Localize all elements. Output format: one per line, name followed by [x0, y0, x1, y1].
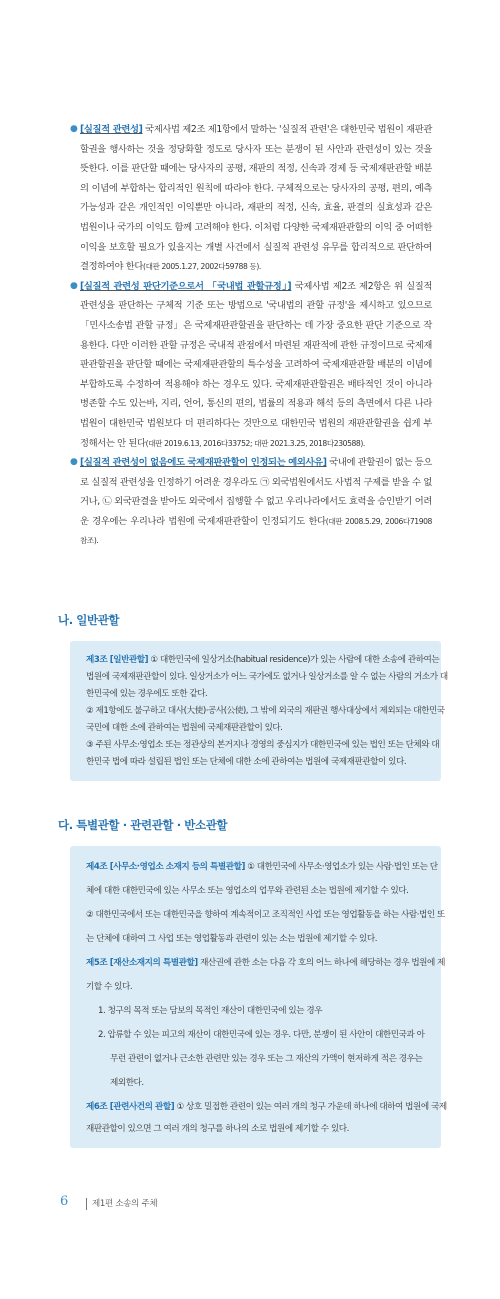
statute-line: 무런 관련이 없거나 근소한 관련만 있는 경우 또는 그 재산의 가액이 현저하게 적은 경우는: [110, 1054, 423, 1064]
statute-line: 국민에 대한 소에 관하여는 법원에 국제재판관할이 있다.: [86, 723, 283, 733]
statute-line: ③ 주된 사무소·영업소 또는 정관상의 본거지나 경영의 중심지가 대한민국에 있는 법인 또는 단체와 대: [86, 740, 440, 750]
statute-box-general: [70, 641, 448, 781]
statute-line: ② 제1항에도 불구하고 대사(大使)·공사(公使), 그 밖에 외국의 재판권 행사대상에서 제외되는 대한민국: [86, 706, 445, 716]
bullet-dot-icon: ●: [70, 124, 78, 134]
section-title-special-jurisdiction: 다. 특별관할 · 관련관할 · 반소관할: [58, 818, 228, 832]
footer-part-title: 제1편 소송의 주체: [92, 1199, 158, 1209]
article-heading: 제4조 [사무소·영업소 소재지 등의 특별관할]: [86, 862, 245, 872]
statute-line: 법원에 국제재판관할이 있다. 일상거소가 어느 국가에도 없거나 일상거소를 알 수 없는 사람의 거소가 대: [86, 672, 448, 682]
page-number: 6: [60, 1194, 69, 1209]
section-title-general-jurisdiction: 나. 일반관할: [58, 613, 120, 627]
bullet-text: 국제사법 제2조 제2항은 위 실질적 관련성을 판단하는 구체적 기준 또는 방법으로 '국내법의 관할 규정'을 제시하고 있으므로 「민사소송법 관할 규정」은 국제재판관할권을 판단하는 데 가장 중요한 판단 기준으로 작용한다. 다만 이러한 관할 규정은 국내적 관점에서 마련된 재판적에 관한 규정이므로 국제재판관할권을 판단할 때에는 국제재판관할의 특수성을 고려하여 국제재판관할 배분의 이념에 부합하도록 수정하여 적용해야 하는 경우도 있다. 국제재판관할권은 배타적인 것이 아니라 병존할 수도 있는바, 지리, 언어, 통신의 편의, 법률의 적용과 해석 등의 측면에서 다른 나라 법원이 대한민국 법원보다 더 편리하다는 것만으로 대한민국 법원의 재판관할권을 쉽게 부정해서는 안 된다: [80, 280, 432, 449]
bullet-tag: [실질적 관련성이 없음에도 국제재판관할이 인정되는 예외사유]: [80, 457, 327, 469]
statute-line: 제5조 [재산소재지의 특별관할] 재산권에 관한 소는 다음 각 호의 어느 하나에 해당하는 경우 법원에 제: [86, 958, 446, 968]
statute-line: ② 대한민국에서 또는 대한민국을 향하여 계속적이고 조직적인 사업 또는 영업활동을 하는 사람·법인 또: [86, 910, 445, 920]
statute-line: 는 단체에 대하여 그 사업 또는 영업활동과 관련이 있는 소는 법원에 제기할 수 있다.: [86, 934, 378, 944]
statute-line: 한민국에 있는 경우에도 또한 같다.: [86, 689, 208, 699]
bullet-item-domestic-rules: [70, 277, 432, 453]
case-reference: (대판 2008.5.29, 2006다71908 참조).: [80, 516, 432, 546]
article-heading: 제5조 [재산소재지의 특별관할]: [86, 958, 198, 968]
statute-line: 한민국 법에 따라 설립된 법인 또는 단체에 대한 소에 관하여는 법원에 국제재판관할이 있다.: [86, 757, 407, 767]
statute-line: 제3조 [일반관할] ① 대한민국에 일상거소(habitual residence)가 있는 사람에 대한 소송에 관하여는: [86, 655, 440, 665]
statute-line: 제외한다.: [110, 1078, 144, 1088]
bullet-item-substantial-relation: [70, 120, 432, 277]
statute-line: 1. 청구의 목적 또는 담보의 목적인 재산이 대한민국에 있는 경우: [98, 1006, 323, 1016]
bullet-tag: [실질적 관련성]: [80, 124, 143, 135]
bullet-dot-icon: ●: [70, 280, 78, 291]
statute-line: 제4조 [사무소·영업소 소재지 등의 특별관할] ① 대한민국에 사무소·영업소가 있는 사람·법인 또는 단: [86, 862, 438, 872]
statute-line: 제6조 [관련사건의 관할] ① 상호 밀접한 관련이 있는 여러 개의 청구 가운데 하나에 대하여 법원에 국제: [86, 1102, 447, 1112]
case-reference: (대판 2005.1.27, 2002다59788 등).: [143, 262, 261, 272]
article-heading: 제3조 [일반관할]: [86, 655, 149, 665]
statute-line: 체에 대한 대한민국에 있는 사무소 또는 영업소의 업무와 관련된 소는 법원에 제기할 수 있다.: [86, 886, 409, 896]
bullet-text: 국제사법 제2조 제1항에서 말하는 '실질적 관련'은 대한민국 법원이 재판관할권을 행사하는 것을 정당화할 정도로 당사자 또는 분쟁이 된 사안과 관련성이 있는 것을 뜻한다. 이를 판단할 때에는 당사자의 공평, 재판의 적정, 신속과 경제 등 국제재판관할 배분의 이념에 부합하는 합리적인 원칙에 따라야 한다. 구체적으로는 당사자의 공평, 편의, 예측가능성과 같은 개인적인 이익뿐만 아니라, 재판의 적정, 신속, 효율, 판결의 실효성과 같은 법원이나 국가의 이익도 함께 고려해야 한다. 이처럼 다양한 국제재판관할의 이익 중 어떠한 이익을 보호할 필요가 있을지는 개별 사건에서 실질적 관련성 유무를 합리적으로 판단하여 결정하여야 한다: [80, 124, 432, 273]
bullet-tag: [실질적 관련성 판단기준으로서 「국내법 관할규정」]: [80, 280, 292, 292]
bullet-list: [70, 120, 432, 551]
statute-line: 재판관할이 있으면 그 여러 개의 청구를 하나의 소로 법원에 제기할 수 있다.: [86, 1124, 349, 1134]
bullet-text: 국내에 관할권이 없는 등으로 실질적 관련성을 인정하기 어려운 경우라도 ㉠ 외국법원에서도 사법적 구제를 받을 수 없거나, ㉡ 외국판결을 받아도 외국에서 집행할 수 없고 우리나라에서도 효력을 승인받기 어려운 경우에는 우리나라 법원에 국제재판관할이 인정되기도 한다: [80, 457, 433, 527]
bullet-dot-icon: ●: [70, 457, 78, 468]
statute-box-special: [70, 846, 447, 1148]
statute-line: 기할 수 있다.: [86, 982, 133, 992]
statute-line: 2. 압류할 수 있는 피고의 재산이 대한민국에 있는 경우. 다만, 분쟁이 된 사안이 대한민국과 아: [98, 1030, 425, 1040]
article-heading: 제6조 [관련사건의 관할]: [86, 1102, 175, 1112]
footer-divider: [86, 1198, 87, 1210]
bullet-item-exception: [70, 453, 432, 551]
case-reference: (대판 2019.6.13, 2016다33752; 대판 2021.3.25, 2018다230588).: [145, 438, 365, 448]
